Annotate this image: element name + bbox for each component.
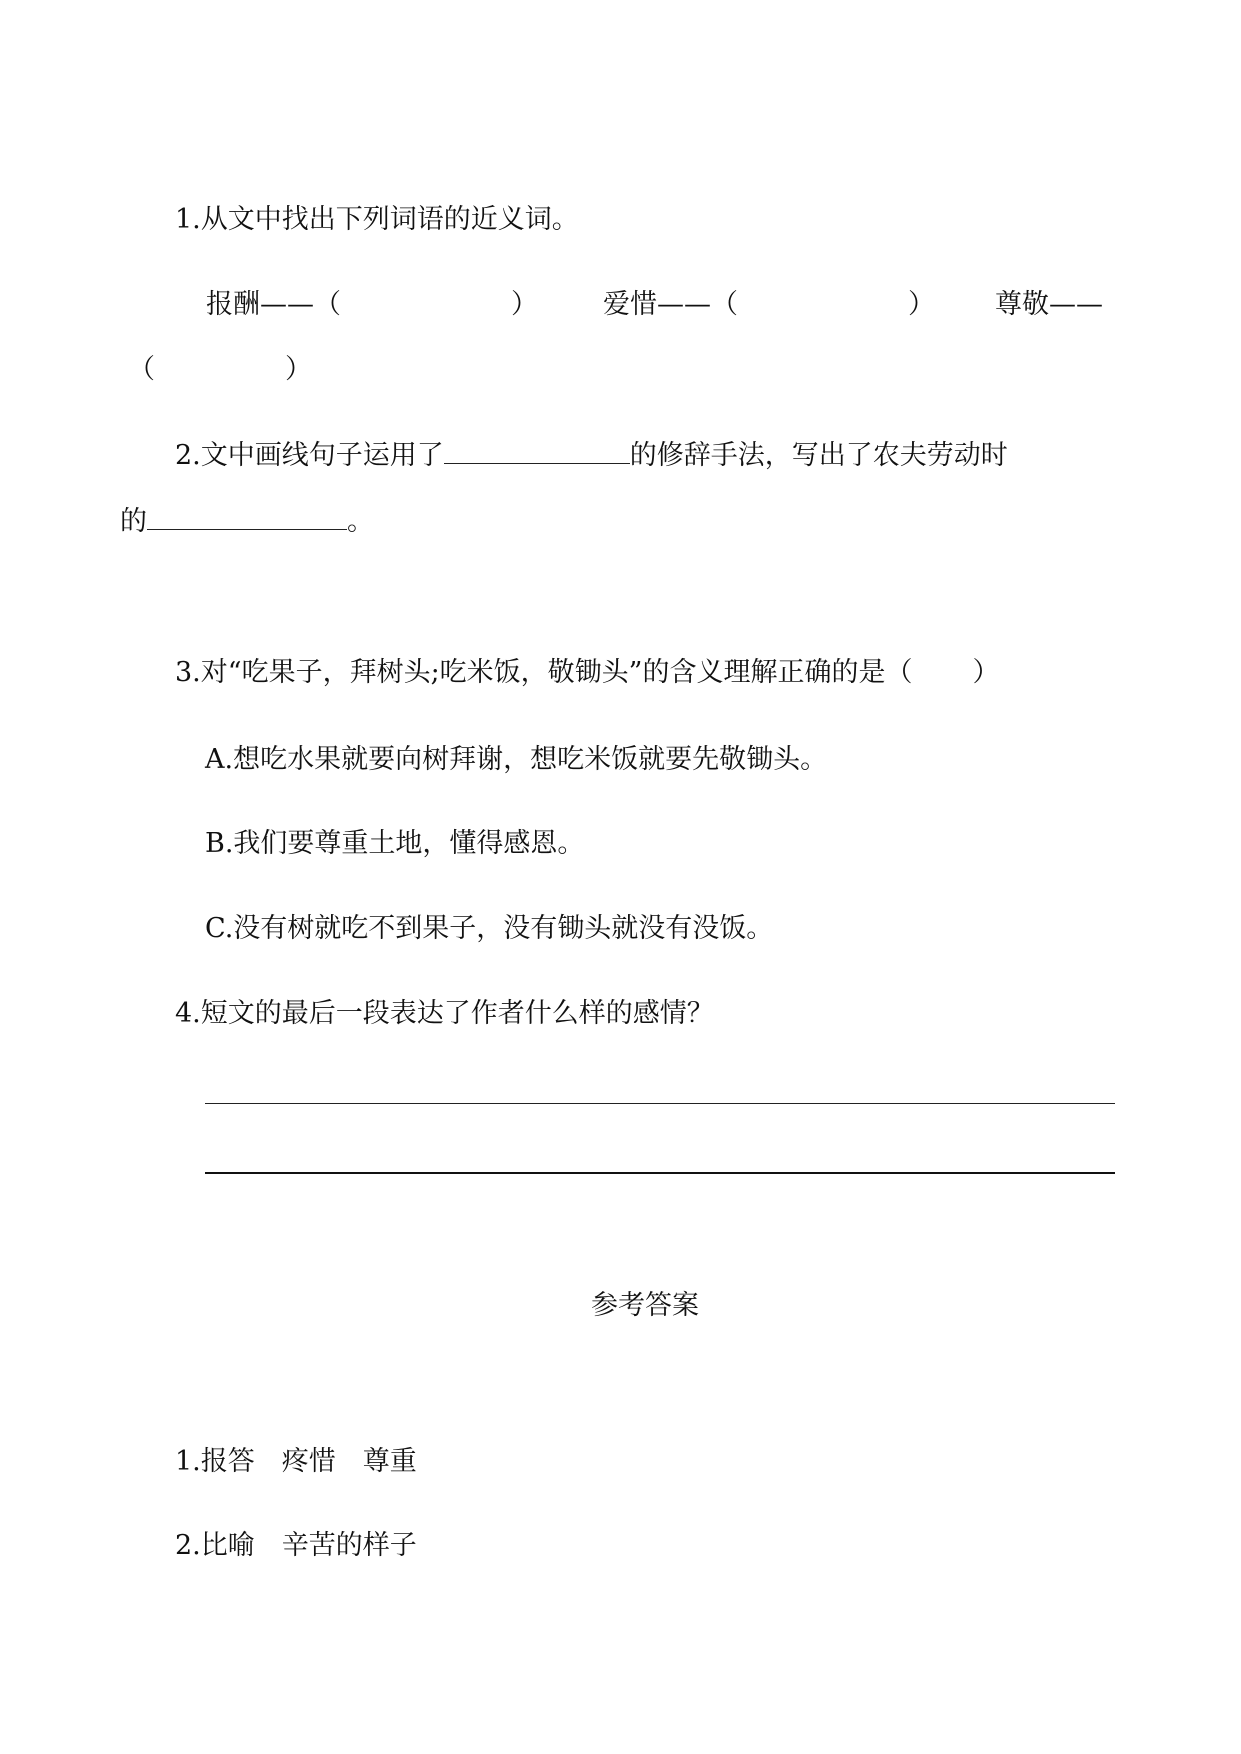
question-3-close: ） xyxy=(972,657,1000,688)
pair-3-open: （ xyxy=(128,354,155,385)
question-1-pair-3-blank xyxy=(128,352,312,388)
question-3-option-a[interactable]: A.想吃水果就要向树拜谢，想吃米饭就要先敬锄头。 xyxy=(205,744,828,775)
question-1-pair-1 xyxy=(206,287,538,323)
question-2-text-2: 的修辞手法，写出了农夫劳动时 xyxy=(629,440,1008,471)
question-3-text: 3.对“吃果子，拜树头;吃米饭，敬锄头”的含义理解正确的是（ xyxy=(175,657,913,688)
question-1-pair-3: 尊敬—— xyxy=(995,289,1103,320)
question-2-line-2 xyxy=(120,503,374,540)
pair-1-close: ） xyxy=(511,289,538,320)
question-3-option-c[interactable]: C.没有树就吃不到果子，没有锄头就没有没饭。 xyxy=(205,913,774,944)
answer-line-1[interactable] xyxy=(205,1103,1115,1104)
question-2-text-1: 2.文中画线句子运用了 xyxy=(175,440,444,471)
question-1-pair-2 xyxy=(603,287,935,323)
question-2-text-4: 。 xyxy=(347,506,374,537)
question-2-text-3: 的 xyxy=(120,506,147,537)
question-2-line-1 xyxy=(175,437,1008,474)
question-3-option-b[interactable]: B.我们要尊重土地，懂得感恩。 xyxy=(205,828,585,859)
answer-1: 1.报答 疼惜 尊重 xyxy=(175,1446,417,1477)
pair-2-close: ） xyxy=(908,289,935,320)
answer-line-2[interactable] xyxy=(205,1172,1115,1174)
pair-2-label: 爱惜——（ xyxy=(603,289,738,320)
question-4-prompt: 4.短文的最后一段表达了作者什么样的感情？ xyxy=(175,998,714,1029)
pair-3-close: ） xyxy=(285,354,312,385)
question-1-prompt: 1.从文中找出下列词语的近义词。 xyxy=(175,204,579,235)
question-2-blank-2[interactable] xyxy=(147,503,347,530)
answer-2: 2.比喻 辛苦的样子 xyxy=(175,1530,417,1561)
pair-1-label: 报酬——（ xyxy=(206,289,341,320)
question-2-blank-1[interactable] xyxy=(444,437,630,464)
question-3-prompt xyxy=(175,655,999,691)
answers-heading: 参考答案 xyxy=(591,1290,699,1321)
